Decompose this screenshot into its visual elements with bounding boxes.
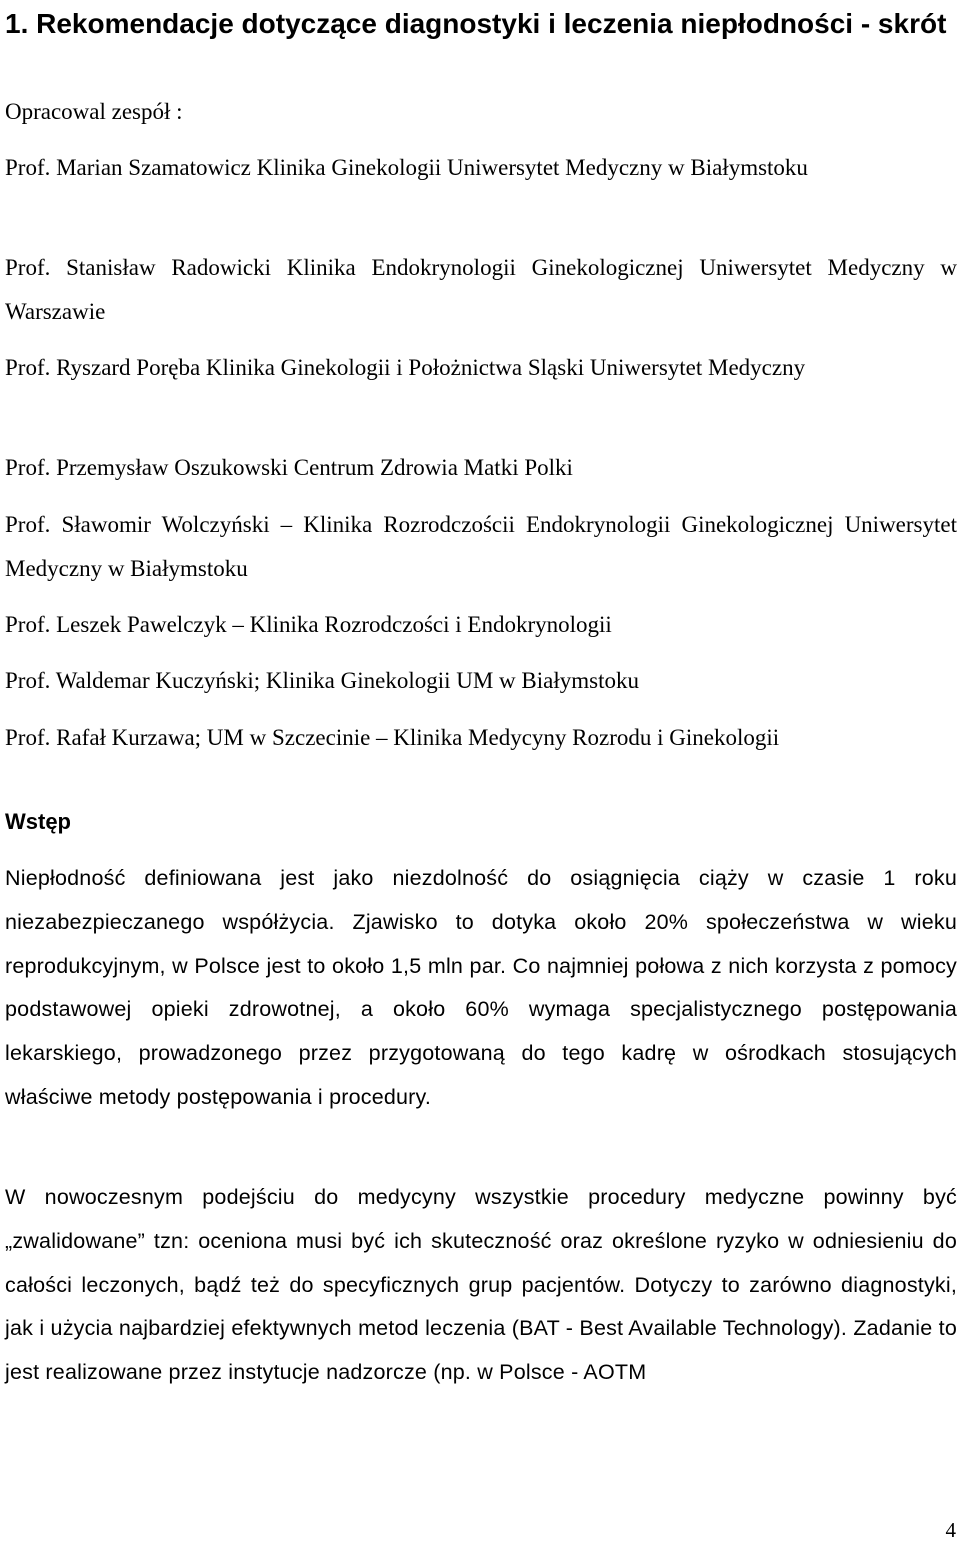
body-paragraph: Niepłodność definiowana jest jako niezdolność do osiągnięcia ciąży w czasie 1 roku niezabezpieczanego współżycia. Zjawisko to dotyka około 20% społeczeństwa w wieku reprodukcyjnym, w Polsce jest to około 1,5 mln par. Co najmniej połowa z nich korzysta z pomocy podstawowej opieki zdrowotnej, a około 60% wymaga specjalistycznego postępowania lekarskiego, prowadzonego przez przygotowaną do tego kadrę w ośrodkach stosujących właściwe metody postępowania i procedury.	[5, 866, 957, 1109]
team-label: Opracowal zespół :	[5, 99, 183, 124]
section-heading: Wstęp	[5, 809, 71, 834]
page-number: 4	[945, 1518, 956, 1542]
author-entry: Prof. Ryszard Poręba Klinika Ginekologii i Położnictwa Sląski Uniwersytet Medyczny	[5, 355, 806, 380]
author-entry: Prof. Waldemar Kuczyński; Klinika Ginekologii UM w Białymstoku	[5, 668, 639, 693]
body-paragraph: W nowoczesnym podejściu do medycyny wszystkie procedury medyczne powinny być „zwalidowane” tzn: oceniona musi być ich skuteczność oraz określone ryzyko w odniesieniu do całości leczonych, bądź też do specyficznych grup pacjentów. Dotyczy to zarówno diagnostyki, jak i użycia najbardziej efektywnych metod leczenia (BAT - Best Available Technology). Zadanie to jest realizowane przez instytucje nadzorcze (np. w Polsce - AOTM	[5, 1185, 957, 1385]
author-entry: Prof. Marian Szamatowicz Klinika Ginekologii Uniwersytet Medyczny w Białymstoku	[5, 155, 808, 180]
author-entry: Prof. Leszek Pawelczyk – Klinika Rozrodczości i Endokrynologii	[5, 612, 612, 637]
author-entry: Prof. Stanisław Radowicki Klinika Endokrynologii Ginekologicznej Uniwersytet Medyczny w Warszawie	[5, 255, 957, 324]
author-entry: Prof. Sławomir Wolczyński – Klinika Rozrodczościi Endokrynologii Ginekologicznej Uniwersytet Medyczny w Białymstoku	[5, 512, 957, 581]
author-entry: Prof. Rafał Kurzawa; UM w Szczecinie – Klinika Medycyny Rozrodu i Ginekologii	[5, 725, 780, 750]
author-entry: Prof. Przemysław Oszukowski Centrum Zdrowia Matki Polki	[5, 455, 573, 480]
document-title: 1. Rekomendacje dotyczące diagnostyki i leczenia niepłodności - skrót	[5, 8, 947, 39]
